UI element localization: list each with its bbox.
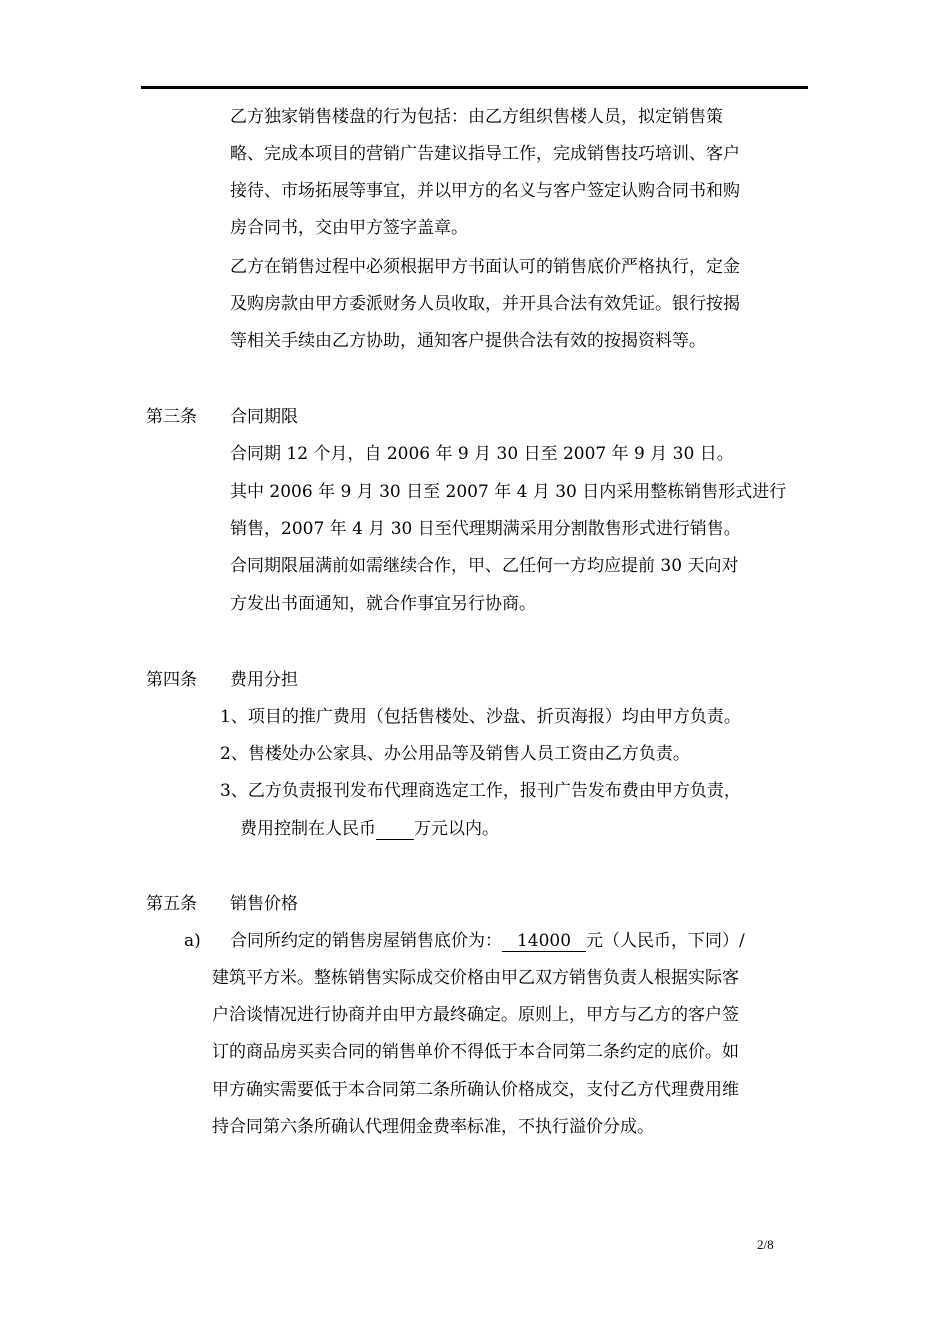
clause3-title: 合同期限 [230, 407, 298, 427]
clause2-p2-line1: 乙方在销售过程中必须根据甲方书面认可的销售底价严格执行，定金 [230, 257, 740, 277]
clause4-item3: 3、乙方负责报刊发布代理商选定工作，报刊广告发布费由甲方负责， [220, 781, 741, 801]
budget-suffix: 万元以内。 [414, 819, 499, 839]
clause5-a-line2: 建筑平方米。整栋销售实际成交价格由甲乙双方销售负责人根据实际客 [212, 968, 739, 988]
clause5-title: 销售价格 [230, 894, 298, 914]
clause4-item1: 1、项目的推广费用（包括售楼处、沙盘、折页海报）均由甲方负责。 [220, 707, 741, 727]
budget-blank [376, 820, 414, 840]
clause2-p1-line3: 接待、市场拓展等事宜，并以甲方的名义与客户签定认购合同书和购 [230, 181, 740, 201]
clause2-p2-line2: 及购房款由甲方委派财务人员收取，并开具合法有效凭证。银行按揭 [230, 294, 740, 314]
price-value: 14000 [502, 932, 586, 952]
header-rule [141, 86, 808, 89]
clause2-p1-line4: 房合同书，交由甲方签字盖章。 [230, 218, 468, 238]
clause4-item2: 2、售楼处办公家具、办公用品等及销售人员工资由乙方负责。 [220, 744, 690, 764]
clause5-a-line5: 甲方确实需要低于本合同第二条所确认价格成交，支付乙方代理费用维 [212, 1080, 739, 1100]
price-suffix: 元（人民币，下同）/ [586, 931, 745, 951]
clause5-a-label: a) [184, 931, 201, 951]
clause2-p1-line2: 略、完成本项目的营销广告建议指导工作，完成销售技巧培训、客户 [230, 144, 740, 164]
page-number: 2/8 [757, 1237, 774, 1252]
clause3-line5: 方发出书面通知，就合作事宜另行协商。 [230, 594, 536, 614]
clause3-line4: 合同期限届满前如需继续合作，甲、乙任何一方均应提前 30 天向对 [230, 556, 739, 576]
clause4-item3-cont [240, 818, 499, 840]
clause5-heading [146, 893, 298, 915]
clause5-a-line4: 订的商品房买卖合同的销售单价不得低于本合同第二条约定的底价。如 [212, 1042, 739, 1062]
clause3-number: 第三条 [146, 407, 197, 427]
clause2-p1-line1: 乙方独家销售楼盘的行为包括：由乙方组织售楼人员，拟定销售策 [230, 107, 723, 127]
clause5-a-line6: 持合同第六条所确认代理佣金费率标准，不执行溢价分成。 [212, 1117, 654, 1137]
clause3-heading [146, 406, 298, 428]
clause4-number: 第四条 [146, 670, 197, 690]
clause4-title: 费用分担 [230, 670, 298, 690]
clause5-a-line1 [230, 930, 745, 952]
clause2-p2-line3: 等相关手续由乙方协助，通知客户提供合法有效的按揭资料等。 [230, 331, 706, 351]
clause4-heading [146, 669, 298, 691]
clause5-a-line3: 户洽谈情况进行协商并由甲方最终确定。原则上，甲方与乙方的客户签 [212, 1005, 739, 1025]
budget-prefix: 费用控制在人民币 [240, 819, 376, 839]
clause5-number: 第五条 [146, 894, 197, 914]
clause3-line3: 销售，2007 年 4 月 30 日至代理期满采用分割散售形式进行销售。 [230, 519, 741, 539]
clause3-line1: 合同期 12 个月，自 2006 年 9 月 30 日至 2007 年 9 月 30 日。 [230, 444, 734, 464]
price-prefix: 合同所约定的销售房屋销售底价为： [230, 931, 502, 951]
clause3-line2: 其中 2006 年 9 月 30 日至 2007 年 4 月 30 日内采用整栋销售形式进行 [230, 482, 787, 502]
